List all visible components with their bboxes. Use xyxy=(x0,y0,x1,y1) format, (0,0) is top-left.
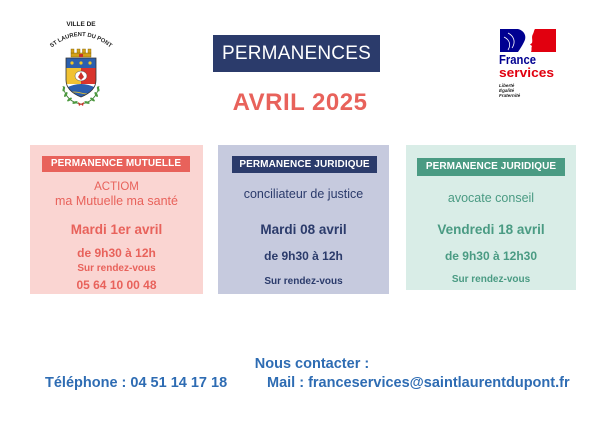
card-appointment-note: Sur rendez-vous xyxy=(264,276,343,287)
france-services-brand-line2: services xyxy=(499,66,555,80)
contact-phone: Téléphone : 04 51 14 17 18 xyxy=(45,375,228,391)
motto-fraternite: Fraternité xyxy=(499,93,521,98)
motto-egalite: Égalité xyxy=(499,88,515,93)
france-services-logo xyxy=(498,28,558,103)
card-description: conciliateur de justice xyxy=(243,187,364,201)
card-appointment-note: Sur rendez-vous xyxy=(77,263,156,274)
city-logo-line1: VILLE DE xyxy=(66,21,96,28)
card-permanence-juridique-avocate xyxy=(406,145,576,290)
city-logo-arc xyxy=(49,32,113,50)
card-badge: PERMANENCE JURIDIQUE xyxy=(232,156,377,173)
city-logo-line2: ST LAURENT DU PONT xyxy=(49,31,113,50)
card-organisation: ACTIOM xyxy=(94,181,139,193)
crown-icon xyxy=(71,49,91,57)
card-badge: PERMANENCE JURIDIQUE xyxy=(417,158,565,176)
card-permanence-juridique-conciliateur xyxy=(218,145,389,294)
card-date: Vendredi 18 avril xyxy=(437,222,545,237)
card-permanence-mutuelle xyxy=(30,145,203,294)
month-subtitle: AVRIL 2025 xyxy=(232,89,368,116)
card-phone: 05 64 10 00 48 xyxy=(76,278,157,292)
card-date: Mardi 1er avril xyxy=(70,222,163,237)
france-services-brand-line1: France xyxy=(499,53,537,67)
card-badge: PERMANENCE MUTUELLE xyxy=(42,156,190,172)
motto-liberte: Liberté xyxy=(499,83,515,88)
card-appointment-note: Sur rendez-vous xyxy=(451,274,531,285)
card-hours: de 9h30 à 12h xyxy=(77,246,156,260)
shield-icon xyxy=(66,58,96,98)
card-date: Mardi 08 avril xyxy=(260,222,347,237)
contact-email: Mail : franceservices@saintlaurentdupont.fr xyxy=(267,375,570,391)
page-title: PERMANENCES xyxy=(213,35,380,72)
contact-heading: Nous contacter : xyxy=(254,356,370,372)
marianne-flag-icon xyxy=(500,29,556,52)
card-description: ma Mutuelle ma santé xyxy=(55,194,178,208)
card-hours: de 9h30 à 12h30 xyxy=(444,249,538,263)
city-coat-of-arms-logo xyxy=(48,18,114,106)
card-description: avocate conseil xyxy=(447,191,535,205)
card-hours: de 9h30 à 12h xyxy=(264,249,343,263)
